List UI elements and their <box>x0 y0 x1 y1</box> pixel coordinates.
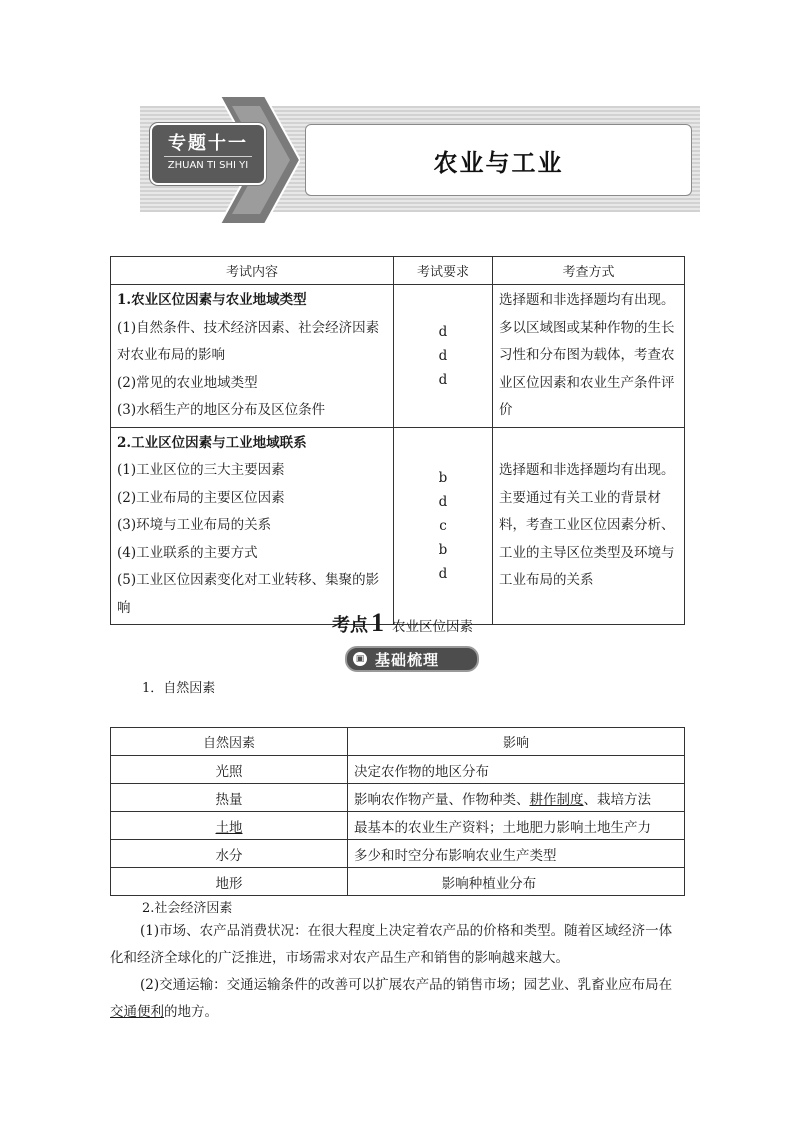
column-header: 考试要求 <box>394 257 493 285</box>
effect-cell: 多少和时空分布影响农业生产类型 <box>348 840 685 868</box>
requirement-level: d <box>438 323 448 340</box>
effect-cell: 影响种植业分布 <box>348 868 685 896</box>
requirement-cell <box>394 285 493 428</box>
factor-cell: 水分 <box>111 840 348 868</box>
table-row <box>111 756 685 784</box>
topic-pinyin: ZHUAN TI SHI YI <box>167 160 249 171</box>
chapter-banner <box>140 96 700 224</box>
topic-divider <box>164 156 252 157</box>
natural-factors-table <box>110 727 685 896</box>
paragraph-market: (1)市场、农产品消费状况：在很大程度上决定着农产品的价格和类型。随着区域经济一体化和经济全球化的广泛推进，市场需求对农产品生产和销售的影响越来越大。 <box>110 923 673 966</box>
subheading-natural: 1．自然因素 <box>142 681 216 696</box>
subheading-social: 2.社会经济因素 <box>142 901 233 916</box>
effect-cell: 最基本的农业生产资料；土地肥力影响土地生产力 <box>348 812 685 840</box>
list-item: (1)自然条件、技术经济因素、社会经济因素对农业布局的影响 <box>117 319 380 363</box>
topic-badge <box>150 123 266 185</box>
list-item: (5)工业区位因素变化对工业转移、集聚的影响 <box>117 572 380 616</box>
requirement-cell <box>394 427 493 625</box>
paragraph-transport <box>110 972 685 1026</box>
list-item: (3)环境与工业布局的关系 <box>117 517 272 533</box>
list-item: (2)工业布局的主要区位因素 <box>117 489 285 506</box>
column-header: 自然因素 <box>111 728 348 756</box>
effect-text: 影响农作物产量、作物种类、 <box>354 791 530 808</box>
method-text: 选择题和非选择题均有出现。多以区域图或某种作物的生长习性和分布图为载体，考查农业区位因素和农业生产条件评价 <box>499 292 675 418</box>
section-number: 1 <box>371 608 384 637</box>
requirement-level: d <box>438 565 448 582</box>
factor-cell: 地形 <box>111 868 348 896</box>
paragraph-text: 的地方。 <box>164 1004 218 1020</box>
section-title: 农业区位因素 <box>392 619 473 635</box>
section-heading <box>332 608 473 638</box>
table-header-row <box>111 728 685 756</box>
requirement-level: d <box>438 347 448 364</box>
factor-cell <box>111 812 348 840</box>
table-row <box>111 812 685 840</box>
paragraph-text: (2)交通运输：交通运输条件的改善可以扩展农产品的销售市场；园艺业、乳畜业应布局在 <box>140 977 673 993</box>
effect-keyword: 耕作制度 <box>529 791 584 808</box>
column-header: 影响 <box>348 728 685 756</box>
content-cell <box>111 285 394 428</box>
book-icon: ▣ <box>353 652 367 666</box>
effect-cell <box>348 784 685 812</box>
list-item: (3)水稻生产的地区分布及区位条件 <box>117 402 326 418</box>
table-row <box>111 285 685 428</box>
table-row <box>111 784 685 812</box>
table-row <box>111 840 685 868</box>
exam-requirements-table <box>110 256 685 625</box>
basics-label: 基础梳理 <box>375 651 440 669</box>
content-cell <box>111 427 394 625</box>
method-cell <box>493 285 685 428</box>
method-cell <box>493 427 685 625</box>
row-heading: 1.农业区位因素与农业地域类型 <box>117 292 307 308</box>
requirement-level: c <box>439 517 447 534</box>
page-title: 农业与工业 <box>433 149 564 177</box>
list-item: (1)工业区位的三大主要因素 <box>117 462 285 478</box>
list-item: (2)常见的农业地域类型 <box>117 374 258 391</box>
method-text: 选择题和非选择题均有出现。主要通过有关工业的背景材料，考查工业区位因素分析、工业的主导区位类型及环境与工业布局的关系 <box>499 462 675 588</box>
column-header: 考试内容 <box>111 257 394 285</box>
column-header: 考查方式 <box>493 257 685 285</box>
list-item: (4)工业联系的主要方式 <box>117 544 258 561</box>
factor-keyword: 土地 <box>215 819 243 836</box>
factor-cell: 热量 <box>111 784 348 812</box>
factor-cell: 光照 <box>111 756 348 784</box>
table-header-row <box>111 257 685 285</box>
table-row <box>111 427 685 625</box>
basics-badge <box>345 646 479 672</box>
effect-text: 、栽培方法 <box>583 791 651 808</box>
requirement-level: d <box>438 371 448 388</box>
table-row <box>111 868 685 896</box>
topic-label: 专题十一 <box>168 133 248 154</box>
paragraph-keyword: 交通便利 <box>110 1004 164 1020</box>
section-label: 考点 <box>332 615 368 636</box>
requirement-level: b <box>438 541 448 558</box>
effect-cell: 决定农作物的地区分布 <box>348 756 685 784</box>
title-box <box>305 124 692 196</box>
row-heading: 2.工业区位因素与工业地域联系 <box>117 434 307 451</box>
requirement-level: d <box>438 493 448 510</box>
requirement-level: b <box>438 469 448 486</box>
